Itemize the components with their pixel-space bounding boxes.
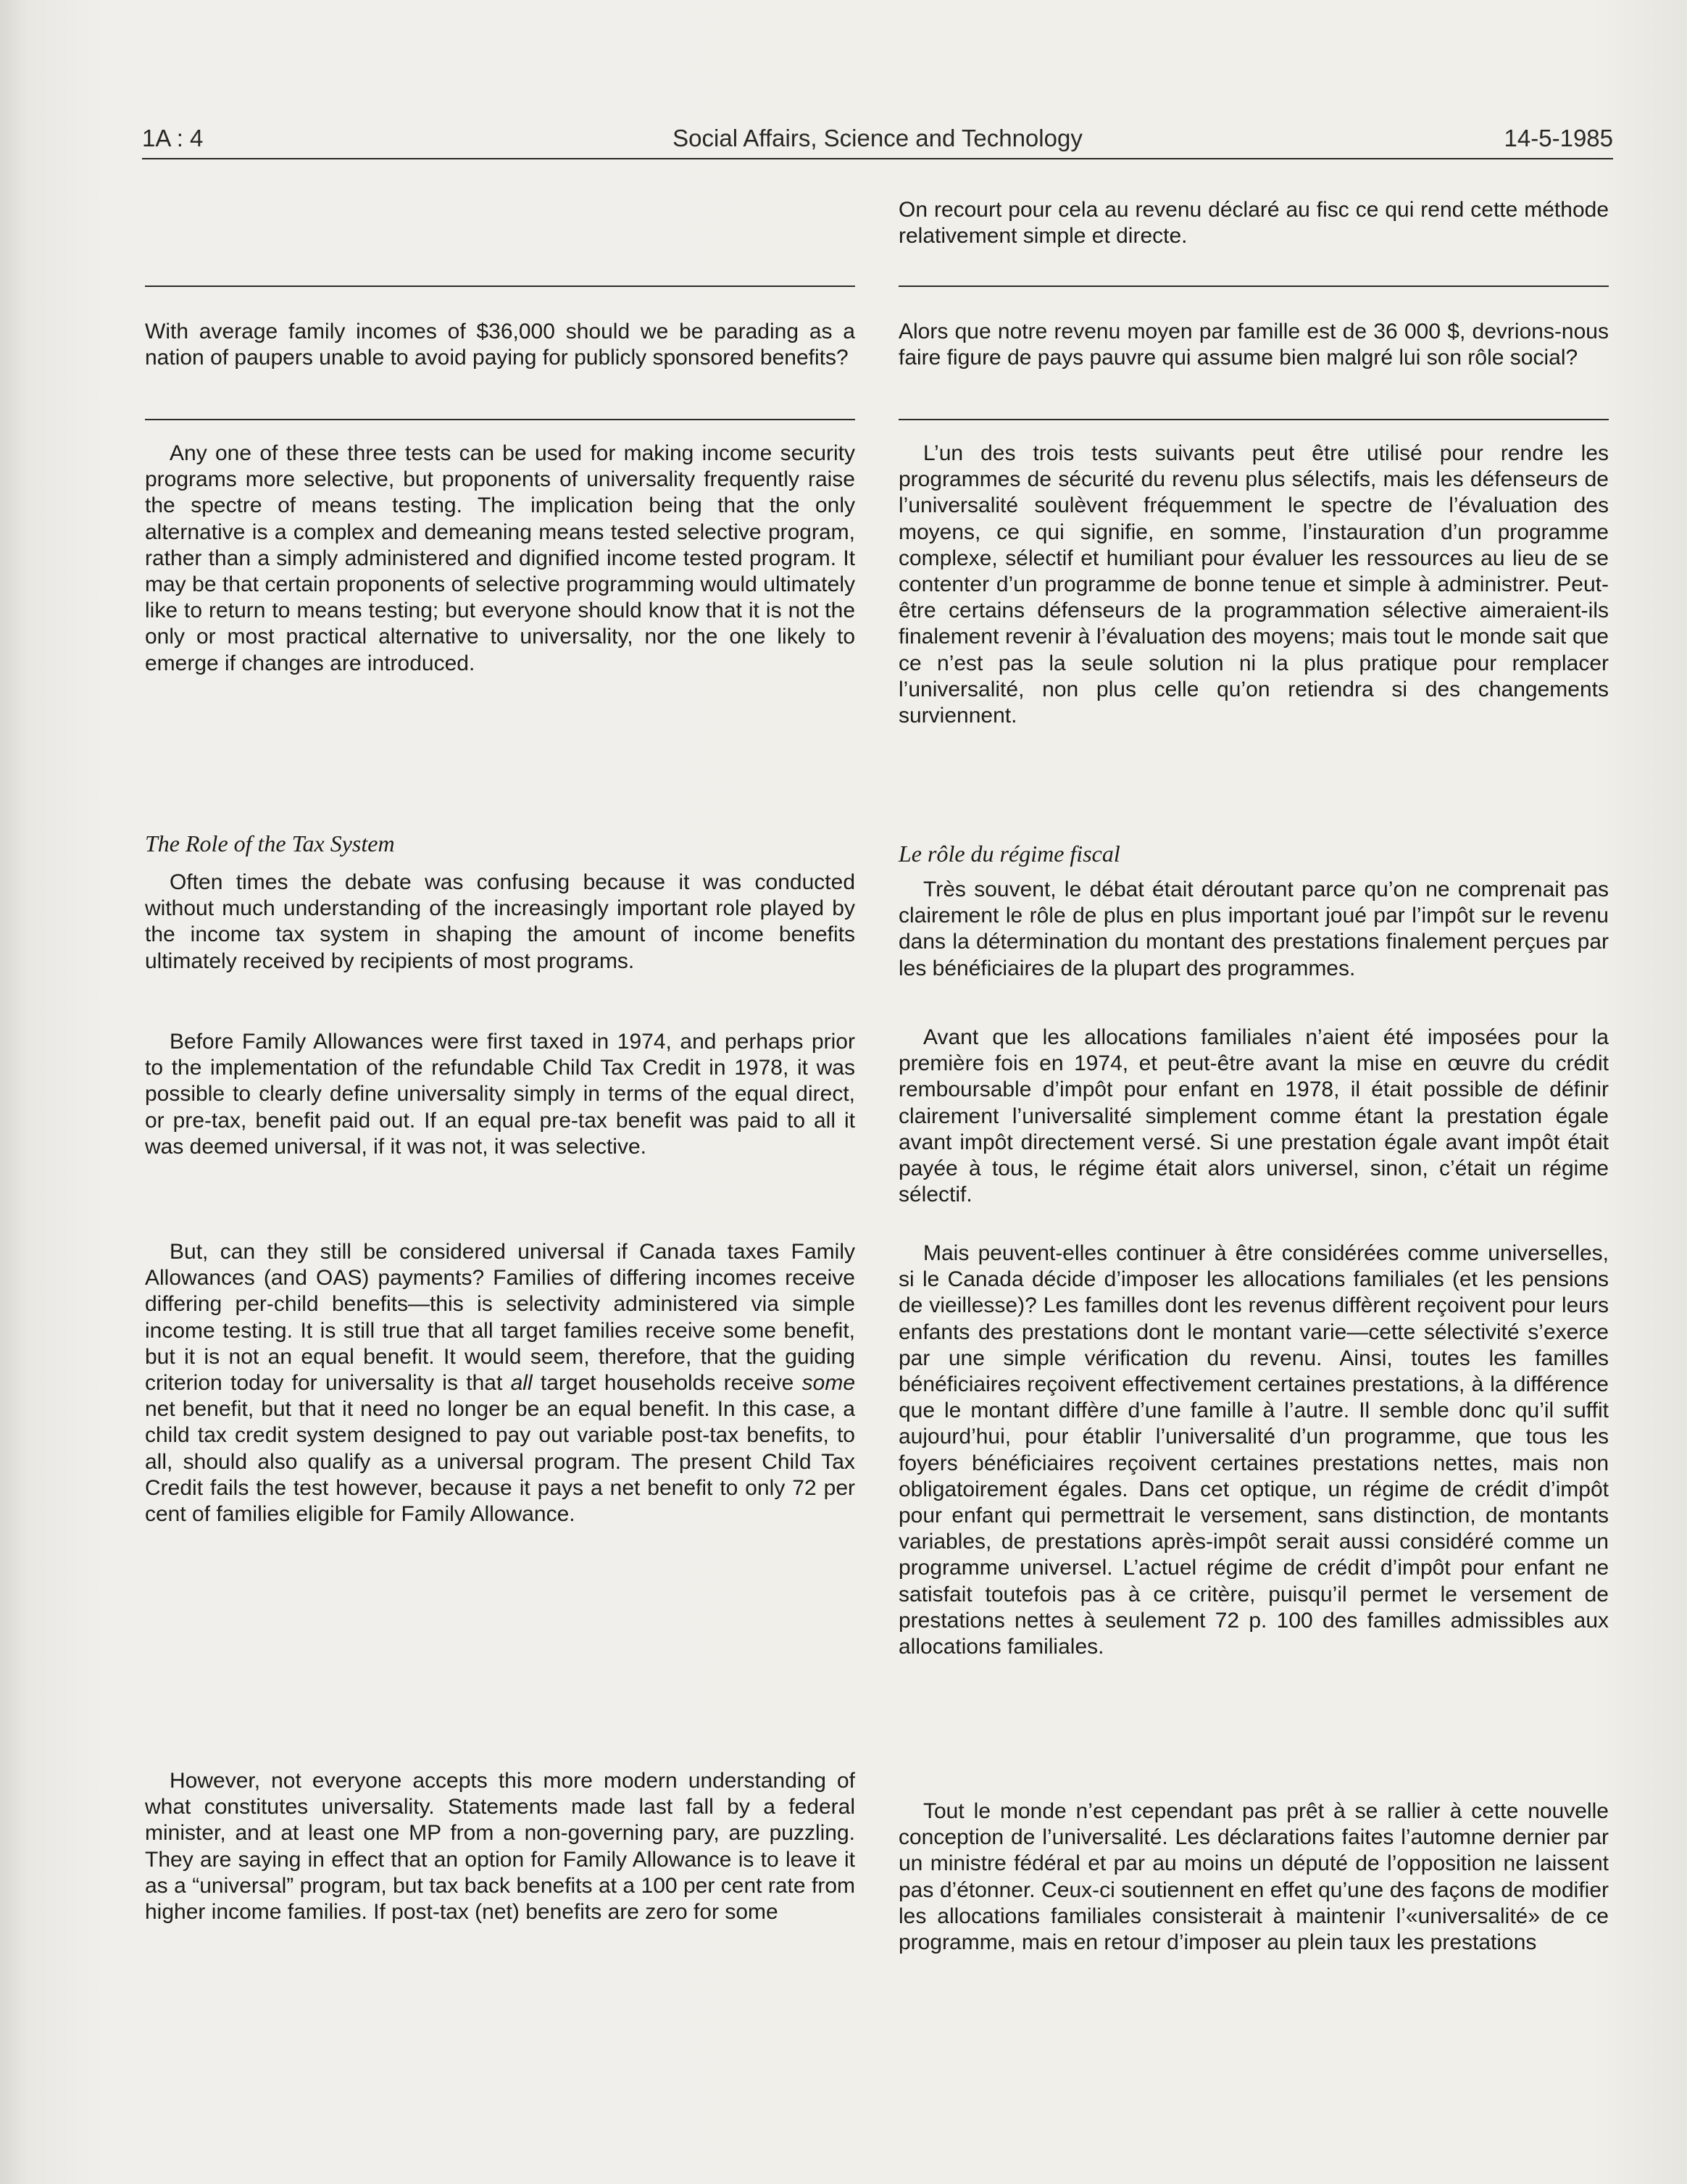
french-paragraph-mais: Mais peuvent-elles continuer à être considérées comme universelles, si le Canada décide d’imposer les allocations familiales (et les pensions de vieillesse)? Les familles dont les revenus diffèrent reçoivent pour leurs enfants des prestations dont le montant varie—cette sélectivité s’exerce par une simple vérification du revenu. Ainsi, toutes les familles bénéficiaires reçoivent effectivement certaines prestations, à la différence que le montant diffère d’une famille à l’autre. Il semble donc qu’il suffit aujourd’hui, pour établir l’universalité d’un programme, que tous les foyers bénéficiaires reçoivent certaines prestations nettes, mais non obligatoirement égales. Dans cet optique, un régime de crédit d’impôt pour enfant qui permettrait le versement, sans distinction, de montants variables, de prestations après-impôt serait aussi considéré comme un programme universel. L’actuel régime de crédit d’impôt pour enfant ne satisfait toutefois pas à ce critère, puisqu’il permet le versement de prestations nettes à seulement 72 p. 100 des familles admissibles aux allocations familiales.: [899, 1241, 1609, 1659]
column-rule: [899, 285, 1609, 287]
english-paragraph-however: However, not everyone accepts this more modern understanding of what constitutes universality. Statements made last fall by a federal minister, and at least one MP from a non-governing pary, are puzzling. They are saying in effect that an option for Family Allowance is to leave it as a “universal” program, but tax back benefits at a 100 per cent rate from higher income families. If post-tax (net) benefits are zero for some: [145, 1769, 855, 1925]
text-segment: target households receive: [532, 1371, 802, 1396]
text-segment: But, can they still be considered universal if Canada taxes Family Allowances (and OAS) payments? Families of differing incomes receive differing per-child benefits—this is selectivity administered via simple income testing. It is still true that all target families receive some benefit, but it is not an equal benefit. It would seem, therefore, that the guiding criterion today for universality is that: [145, 1240, 855, 1396]
english-paragraph-universal: [145, 1239, 855, 1527]
french-paragraph-recourt: On recourt pour cela au revenu déclaré au fisc ce qui rend cette méthode relativement simple et directe.: [899, 198, 1609, 249]
english-paragraph-confusing: Often times the debate was confusing because it was conducted without much understanding of the increasingly important role played by the income tax system in shaping the amount of income benefits ultimately received by recipients of most programs.: [145, 870, 855, 973]
english-paragraph-before: Before Family Allowances were first taxed in 1974, and perhaps prior to the implementation of the refundable Child Tax Credit in 1978, it was possible to clearly define universality simply in terms of the equal direct, or pre-tax, benefit paid out. If an equal pre-tax benefit was paid to all it was deemed universal, if it was not, it was selective.: [145, 1030, 855, 1159]
french-section-heading: Le rôle du régime fiscal: [899, 841, 1120, 867]
english-section-heading: The Role of the Tax System: [145, 830, 395, 856]
column-rule: [145, 419, 855, 420]
french-paragraph-souvent: Très souvent, le débat était déroutant parce qu’on ne comprenait pas clairement le rôle de plus en plus important joué par l’impôt sur le revenu dans la détermination du montant des prestations finalement perçues par les bénéficiaires de la plupart des programmes.: [899, 878, 1609, 980]
header-date: 14-5-1985: [1504, 125, 1613, 151]
running-title: Social Affairs, Science and Technology: [672, 125, 1083, 151]
english-paragraph-tests: Any one of these three tests can be used for making income security programs more selective, but proponents of universality frequently raise the spectre of means testing. The implication being that the only alternative is a complex and demeaning means tested selective program, rather than a simply administered and dignified income tested program. It may be that certain proponents of selective programming would ultimately like to return to means testing; but everyone should know that it is not the only or most practical alternative to universality, nor the one likely to emerge if changes are introduced.: [145, 441, 855, 675]
column-rule: [899, 419, 1609, 420]
french-paragraph-trois: L’un des trois tests suivants peut être utilisé pour rendre les programmes de sécurité du revenu plus sélectifs, mais les défenseurs de l’universalité soulèvent fréquemment le spectre de l’évaluation des moyens, ce qui signifie, en somme, l’instauration d’un programme complexe, sélectif et humiliant pour évaluer les ressources au lieu de se contenter d’un programme de bonne tenue et simple à administrer. Peut-être certains défenseurs de la programmation sélective aimeraient-ils finalement revenir à l’évaluation des moyens; mais tout le monde sait que ce n’est pas la seule solution ni la plus pratique pour remplacer l’universalité, non plus celle qu’on retiendra si des changements surviennent.: [899, 441, 1609, 728]
english-question-paupers: With average family incomes of $36,000 should we be parading as a nation of paupers unable to avoid paying for publicly sponsored benefits?: [145, 320, 855, 370]
emphasis-all: all: [510, 1371, 533, 1396]
text-segment: net benefit, but that it need no longer be an equal benefit. In this case, a child tax credit system designed to pay out variable post-tax benefits, to all, should also qualify as a universal program. The present Child Tax Credit fails the test however, because it pays a net benefit to only 72 per cent of families eligible for Family Allowance.: [145, 1397, 855, 1527]
page-header: [142, 122, 1613, 159]
emphasis-some: some: [801, 1371, 855, 1396]
french-paragraph-tout: Tout le monde n’est cependant pas prêt à se rallier à cette nouvelle conception de l’universalité. Les déclarations faites l’automne dernier par un ministre fédéral et par au moins un député de l’opposition ne laissent pas d’étonner. Ceux-ci soutiennent en effet qu’une des façons de modifier les allocations familiales consisterait à maintenir l’«universalité» de ce programme, mais en retour d’imposer au plein taux les prestations: [899, 1799, 1609, 1955]
page-number: 1A : 4: [142, 125, 204, 151]
french-paragraph-avant: Avant que les allocations familiales n’aient été imposées pour la première fois en 1974, et peut-être avant la mise en œuvre du crédit remboursable d’impôt pour enfant en 1978, il était possible de définir clairement l’universalité simplement comme étant la prestation égale avant impôt directement versé. Si une prestation égale avant impôt était payée à tous, le régime était alors universel, sinon, c’était un régime sélectif.: [899, 1025, 1609, 1207]
french-question-pauvre: Alors que notre revenu moyen par famille est de 36 000 $, devrions-nous faire figure de pays pauvre qui assume bien malgré lui son rôle social?: [899, 320, 1609, 370]
column-rule: [145, 285, 855, 287]
